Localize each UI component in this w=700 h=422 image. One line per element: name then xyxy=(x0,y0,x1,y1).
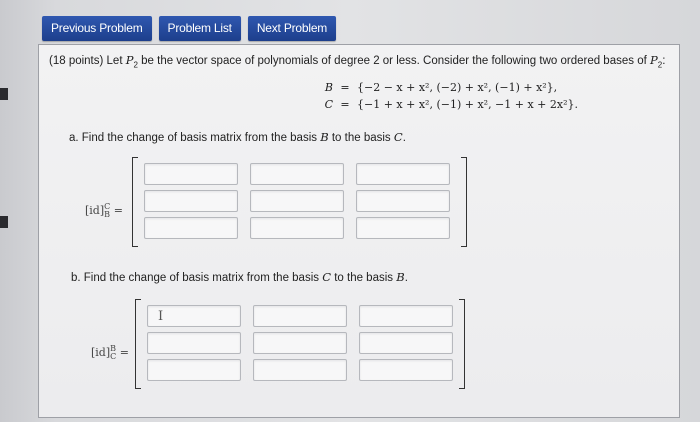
part-a-label-eq: = xyxy=(110,204,123,217)
matrix-b-cell[interactable] xyxy=(253,359,347,381)
problem-points: (18 points) xyxy=(49,55,104,67)
matrix-b-cell[interactable] xyxy=(359,359,453,381)
basis-b-label: B xyxy=(324,81,333,94)
matrix-a-cell[interactable] xyxy=(250,217,344,239)
problem-nav xyxy=(42,16,336,41)
part-a-question xyxy=(69,130,406,144)
space-subscript-2: 2 xyxy=(657,60,663,70)
basis-c-equals: = xyxy=(340,98,350,111)
matrix-right-bracket xyxy=(459,299,465,389)
text-cursor-icon: I xyxy=(158,309,164,324)
basis-c-label: C xyxy=(324,98,333,111)
bases-definition xyxy=(311,81,578,115)
matrix-a-cell[interactable] xyxy=(356,217,450,239)
matrix-a-cell[interactable] xyxy=(144,217,238,239)
next-problem-button[interactable]: Next Problem xyxy=(248,16,336,41)
basis-b-row xyxy=(311,81,578,98)
part-b-matrix-label xyxy=(91,345,129,361)
matrix-b-cell[interactable] xyxy=(147,359,241,381)
part-a-to: C xyxy=(393,130,403,144)
problem-list-button[interactable]: Problem List xyxy=(159,16,241,41)
space-subscript: 2 xyxy=(133,60,138,70)
space-symbol: P xyxy=(125,53,134,67)
part-b-from: C xyxy=(322,270,332,284)
part-b-label-sup: B xyxy=(110,344,117,353)
matrix-b-cell[interactable] xyxy=(253,305,347,327)
space-symbol-2: P xyxy=(649,53,658,67)
edge-mark-bottom xyxy=(0,216,8,228)
matrix-b-cell[interactable] xyxy=(147,305,241,327)
part-b-label-id: [id] xyxy=(91,346,111,359)
problem-statement xyxy=(49,53,665,69)
part-a-label-sup: C xyxy=(104,202,111,211)
matrix-c-to-b xyxy=(135,299,465,389)
matrix-b-to-c xyxy=(132,157,467,247)
matrix-a-cell[interactable] xyxy=(356,190,450,212)
previous-problem-button[interactable]: Previous Problem xyxy=(42,16,152,41)
matrix-a-cell[interactable] xyxy=(356,163,450,185)
edge-mark-top xyxy=(0,88,8,100)
matrix-a-cell[interactable] xyxy=(144,190,238,212)
matrix-b-grid xyxy=(147,305,453,381)
problem-text-a: Let xyxy=(103,55,126,67)
matrix-right-bracket xyxy=(461,157,467,247)
problem-text-b: be the vector space of polynomials of degree 2 or less. Consider the following two ordered bases of xyxy=(137,55,650,67)
part-b-text: b. Find the change of basis matrix from the basis xyxy=(71,272,323,284)
part-a-matrix-label xyxy=(85,203,123,219)
part-a-label-id: [id] xyxy=(85,204,105,217)
matrix-b-cell[interactable] xyxy=(359,332,453,354)
part-b-label-eq: = xyxy=(116,346,129,359)
matrix-a-cell[interactable] xyxy=(144,163,238,185)
matrix-b-cell[interactable] xyxy=(359,305,453,327)
matrix-a-grid xyxy=(144,163,450,239)
matrix-a-cell[interactable] xyxy=(250,163,344,185)
matrix-b-cell[interactable] xyxy=(253,332,347,354)
matrix-left-bracket xyxy=(135,299,141,389)
problem-panel xyxy=(38,44,680,418)
part-a-end: . xyxy=(402,132,406,144)
matrix-a-cell[interactable] xyxy=(250,190,344,212)
basis-b-value: {−2 − x + x², (−2) + x², (−1) + x²}, xyxy=(357,81,558,94)
part-b-to: B xyxy=(396,270,405,284)
matrix-left-bracket xyxy=(132,157,138,247)
part-a-text: a. Find the change of basis matrix from the basis xyxy=(69,132,321,144)
basis-c-value: {−1 + x + x², (−1) + x², −1 + x + 2x²}. xyxy=(357,98,579,111)
part-a-from: B xyxy=(320,130,329,144)
part-b-mid: to the basis xyxy=(331,272,397,284)
part-b-question xyxy=(71,270,408,284)
problem-text-end: : xyxy=(662,55,666,67)
part-b-label-sub: C xyxy=(110,352,117,361)
part-b-end: . xyxy=(404,272,408,284)
basis-b-equals: = xyxy=(340,81,350,94)
part-a-mid: to the basis xyxy=(328,132,394,144)
basis-c-row xyxy=(311,98,578,115)
matrix-b-cell[interactable] xyxy=(147,332,241,354)
part-a-label-sub: B xyxy=(104,210,111,219)
